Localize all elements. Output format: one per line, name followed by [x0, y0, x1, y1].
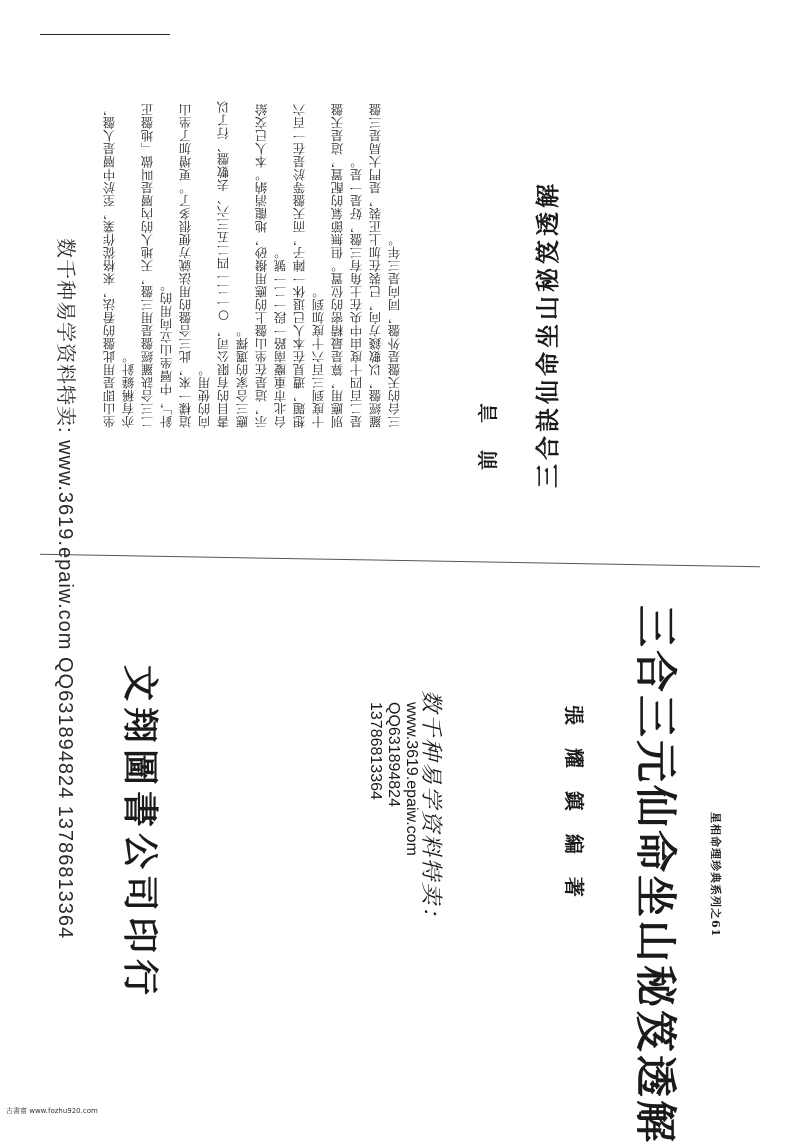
author-line: 張 耀 鎮 編 著 [562, 705, 586, 905]
preface-heading: 前 言 [476, 393, 500, 470]
scan-top-edge [40, 34, 170, 35]
preface-body [100, 98, 402, 428]
preface-line: 示，這是在坐山盤上的應用撥砂，地龍消納。本人已交給台北市重慶南路一段一二一號。 [254, 103, 288, 428]
preface-line: 這樣一來，此三合盤的用法就方便很多了。更增加了坐山向的使用。 [178, 103, 212, 428]
preface-line: 想題，遭見在本人已退休一陣子，而天盤等於是在一百六十度到三百六十度加到。 [292, 103, 326, 428]
preface-line: 羅經盤，以數錢方向，已裝在加上正裝，是門大局是三盤三台的天盤是外盤，同向是三年。 [368, 103, 402, 428]
chapter-title: 三合訣仙命坐山秘笈透解 [533, 180, 562, 488]
preface-line: 坐山即是用此盤的看法，來格從作業，至於中層是人盤，亦有稱縫針。 [102, 103, 136, 428]
preface-line: 書目的有限公司，○一二一四二五三六、去數盤、行了以應三合家的選擇。 [216, 100, 250, 428]
handwritten-ad-line2: www.3619.epaiw.com [403, 702, 420, 856]
publisher-name: 文翔圖書公司印行 [119, 665, 160, 1002]
handwritten-ad-line1: 数千种易学资料特卖： [418, 690, 443, 931]
main-title: 三合三元仙命坐山秘笈透解 [631, 605, 680, 1145]
watermark-ad: 数千种易学资料特卖: www.3619.epaiw.com QQ631894824 13786813364 [54, 238, 76, 940]
preface-line: 二三合訣羅經盤是用三盤，天地人的內層是叫做「地盤正針」，中層坐山立向用的。 [140, 103, 174, 428]
site-footer: 古書齋 www.fozhu920.com [6, 1107, 98, 1115]
preface-line: 別應用，算是最精密的位置。但無節氣的配置，這是天盤是二百四十度由中央在土角有三盤，好是一是。 [330, 103, 364, 428]
handwritten-ad-line3: QQ631894824 [385, 702, 402, 807]
handwritten-ad-line4: 13786813364 [367, 702, 384, 800]
series-label: 星相命理珍典系列之61 [709, 812, 722, 938]
scan-fold-line [40, 554, 760, 568]
